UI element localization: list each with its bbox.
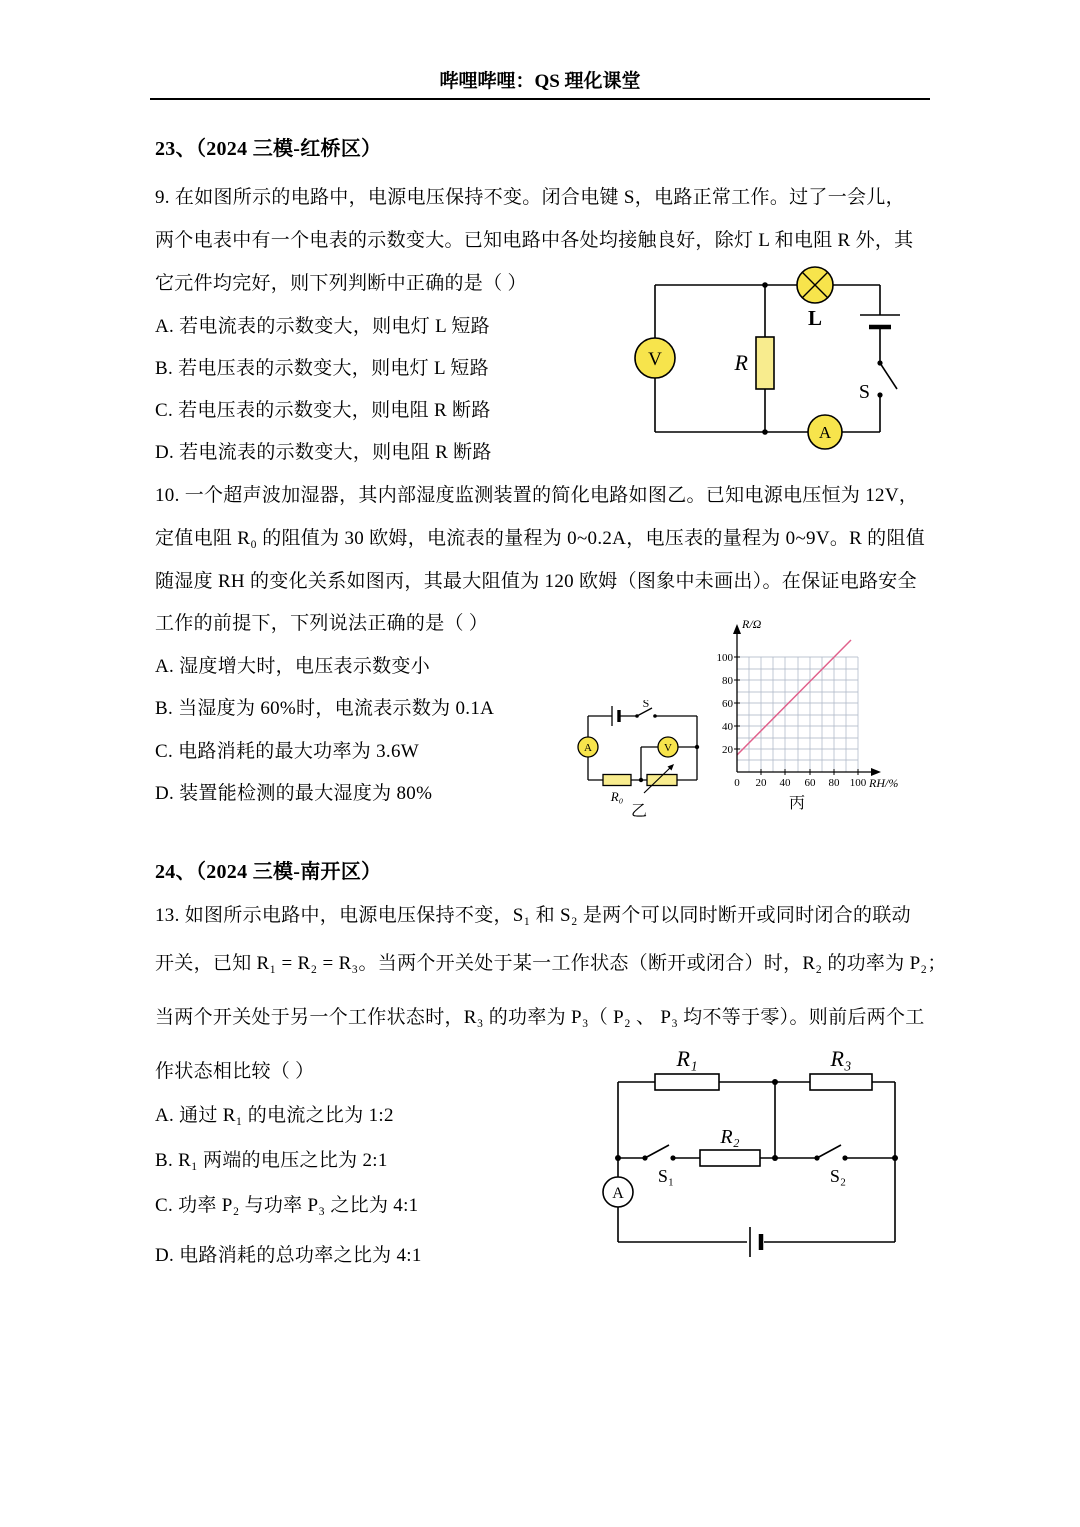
y-tick: 60 [722,698,733,710]
switch-label: S [858,381,870,403]
ammeter-label: A [818,423,832,442]
resistor-r2-label: R₂ [720,1126,740,1148]
switch-s2-label: S₂ [829,1166,847,1186]
resistor-r0-label: R₀ [610,789,624,804]
q10-line-3: 随湿度 RH 的变化关系如图丙，其最大阻值为 120 欧姆（图象中未画出）。在保证电路安全 [155,571,917,592]
y-tick: 80 [722,675,733,687]
y-axis-label: R/Ω [742,617,762,631]
graph-caption: 丙 [788,795,806,812]
q10-circuit-caption: 乙 [630,803,648,820]
q10-line-4: 工作的前提下，下列说法正确的是（ ） [155,613,489,634]
q10-option-c: C. 电路消耗的最大功率为 3.6W [155,741,420,762]
resistor-r3-icon [810,1074,872,1090]
voltmeter-label: V [664,742,672,754]
q9-line-1: 9. 在如图所示的电路中，电源电压保持不变。闭合电键 S，电路正常工作。过了一会儿， [155,187,905,208]
y-tick: 20 [722,744,733,756]
lamp-label: L [807,306,823,330]
resistor-r2-icon [700,1150,760,1166]
q13-line-1: 13. 如图所示电路中，电源电压保持不变，S₁ 和 S₂ 是两个可以同时断开或同时闭合的联动 [155,905,911,926]
q9-option-a: A. 若电流表的示数变大，则电灯 L 短路 [155,316,490,337]
x-tick: 60 [804,777,816,789]
x-tick: 80 [828,777,840,789]
resistor-r3-label: R₃ [830,1046,852,1071]
q13-line-3: 当两个开关处于另一个工作状态时，R₃ 的功率为 P₃（ P₂ 、 P₃ 均不等于零）。则前后两个工 [155,1007,925,1028]
switch-s1-icon [642,1145,675,1161]
q13-circuit-diagram [595,1040,915,1275]
x-tick: 40 [779,777,791,789]
q10-circuit-wires [588,716,697,780]
q13-option-b: B. R₁ 两端的电压之比为 2:1 [155,1150,388,1171]
q9-line-2: 两个电表中有一个电表的示数变大。已知电路中各处均接触良好，除灯 L 和电阻 R 外，其 [155,230,914,251]
y-tick: 40 [722,721,733,733]
resistor-r1-label: R₁ [676,1046,698,1071]
junction-dot [695,745,699,749]
humidity-resistance-graph [705,612,915,812]
q9-option-d: D. 若电流表的示数变大，则电阻 R 断路 [155,442,492,463]
battery-icon [860,315,900,327]
graph-grid [737,657,858,772]
rheostat-icon [644,764,677,793]
resistor-label: R [734,350,748,375]
junction-dot [762,282,768,288]
x-tick: 20 [755,777,767,789]
resistor-r0-icon [603,775,631,786]
switch-s2-icon [814,1145,847,1161]
y-axis-arrow [733,624,741,634]
junction-dot [762,429,768,435]
battery-icon [612,706,619,726]
q9-circuit-diagram [620,255,920,455]
x-tick: 100 [849,777,867,789]
q13-line-2: 开关，已知 R₁ = R₂ = R₃。当两个开关处于某一工作状态（断开或闭合）时，R₂ 的功率为 P₂； [155,953,947,974]
q10-line-1: 10. 一个超声波加湿器，其内部湿度监测装置的简化电路如图乙。已知电源电压恒为 12V， [155,485,919,506]
junction-dot [772,1079,778,1085]
x-axis-arrow [871,768,881,776]
section-23-heading: 23、（2024 三模-红桥区） [155,138,382,160]
graph-axes [734,632,873,775]
resistor-r1-icon [655,1074,719,1090]
header-divider [150,98,930,100]
switch-icon [877,360,897,397]
junction-dot [615,1155,621,1161]
q10-circuit-diagram [575,700,710,820]
q10-line-2: 定值电阻 R₀ 的阻值为 30 欧姆，电流表的量程为 0~0.2A，电压表的量程为 0~9V。R 的阻值 [155,528,926,549]
q13-line-4: 作状态相比较（ ） [155,1061,315,1082]
junction-dot [892,1155,898,1161]
q9-option-c: C. 若电压表的示数变大，则电阻 R 断路 [155,400,491,421]
ammeter-label: A [612,1185,624,1202]
junction-dot [772,1155,778,1161]
ammeter-label: A [584,742,592,754]
q9-line-3: 它元件均完好，则下列判断中正确的是（ ） [155,273,527,294]
q13-option-a: A. 通过 R₁ 的电流之比为 1:2 [155,1105,394,1126]
voltmeter-label: V [648,349,662,370]
resistor-icon [756,337,774,389]
q9-option-b: B. 若电压表的示数变大，则电灯 L 短路 [155,358,489,379]
y-tick: 100 [716,652,733,664]
q13-option-c: C. 功率 P₂ 与功率 P₃ 之比为 4:1 [155,1195,419,1216]
x-axis-label: RH/% [869,776,899,790]
q13-option-d: D. 电路消耗的总功率之比为 4:1 [155,1245,422,1266]
switch-label: S [642,700,650,710]
switch-s1-label: S₁ [657,1166,675,1186]
q10-option-b: B. 当湿度为 60%时，电流表示数为 0.1A [155,698,495,719]
x-tick: 0 [734,777,740,789]
section-24-heading: 24、（2024 三模-南开区） [155,861,382,883]
q10-option-a: A. 湿度增大时，电压表示数变小 [155,656,431,677]
q10-option-d: D. 装置能检测的最大湿度为 80% [155,783,433,804]
junction-dot [639,778,643,782]
lamp-icon [797,267,833,303]
battery-icon [750,1227,761,1257]
page-header-title: 哔哩哔哩：QS 理化课堂 [439,71,641,92]
